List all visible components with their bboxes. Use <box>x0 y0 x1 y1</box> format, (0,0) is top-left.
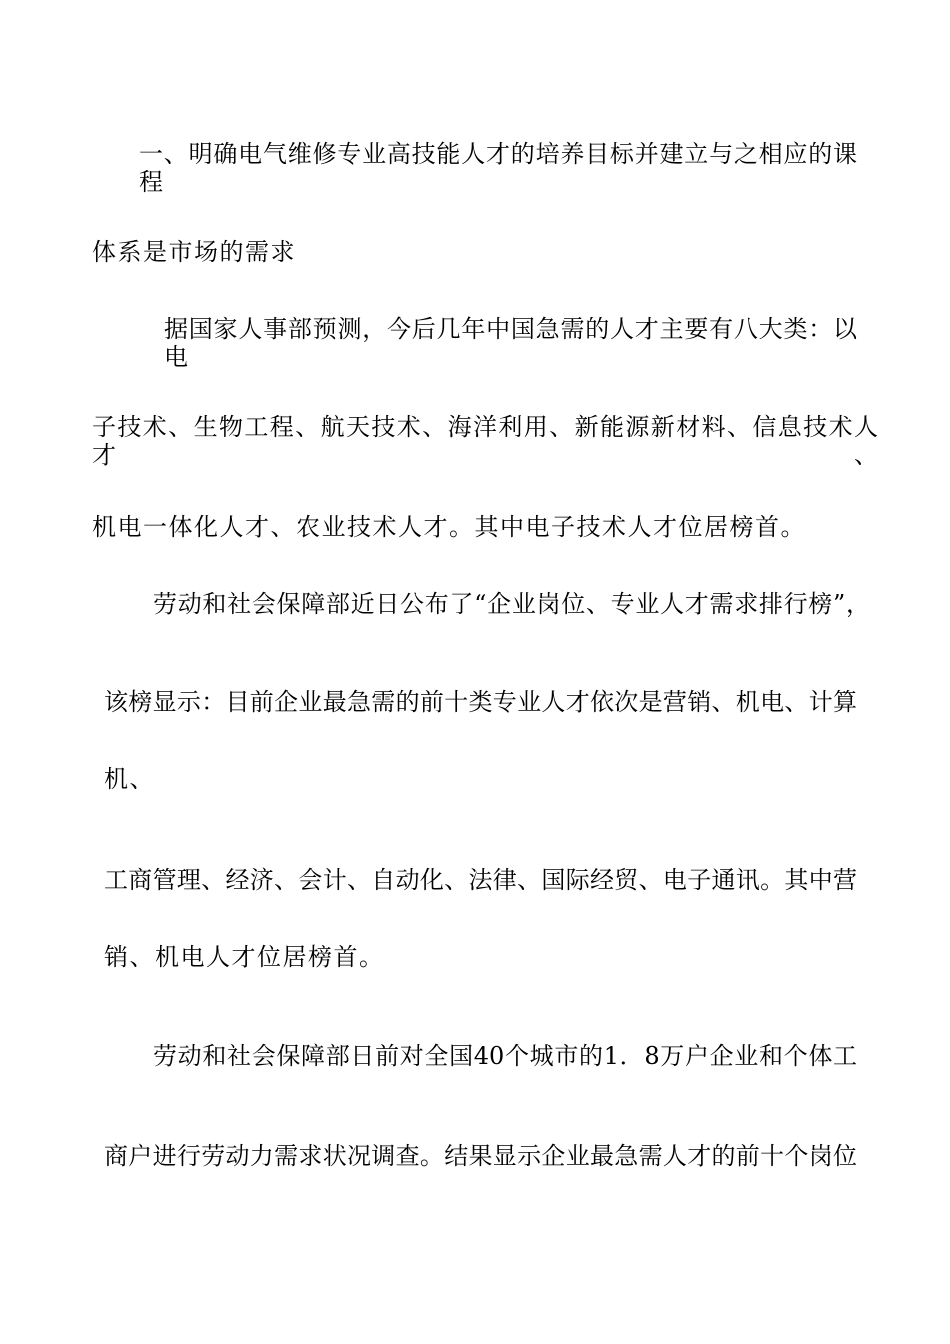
paragraph-1-line-3: 机电一体化人才、农业技术人才。其中电子技术人才位居榜首。 <box>92 513 806 541</box>
paragraph-2-line-1: 劳动和社会保障部近日公布了“企业岗位、专业人才需求排行榜”， <box>153 590 870 618</box>
paragraph-1-line-1: 据国家人事部预测，今后几年中国急需的人才主要有八大类：以电 <box>164 315 857 371</box>
paragraph-3-line-2: 商户进行劳动力需求状况调查。结果显示企业最急需人才的前十个岗位 <box>104 1142 857 1170</box>
paragraph-2-line-4: 工商管理、经济、会计、自动化、法律、国际经贸、电子通讯。其中营 <box>104 866 857 894</box>
paragraph-2-line-3: 机、 <box>104 765 155 793</box>
paragraph-3-line-1: 劳动和社会保障部日前对全国40个城市的1．8万户企业和个体工 <box>153 1042 857 1070</box>
paragraph-1-line-2: 子技术、生物工程、航天技术、海洋利用、新能源新材料、信息技术人才、 <box>92 413 878 469</box>
paragraph-2-line-2: 该榜显示：目前企业最急需的前十类专业人才依次是营销、机电、计算 <box>104 688 857 716</box>
paragraph-2-line-5: 销、机电人才位居榜首。 <box>104 943 385 971</box>
section-heading-line-2: 体系是市场的需求 <box>92 238 296 266</box>
section-heading-line-1: 一、明确电气维修专业高技能人才的培养目标并建立与之相应的课程 <box>139 140 857 196</box>
